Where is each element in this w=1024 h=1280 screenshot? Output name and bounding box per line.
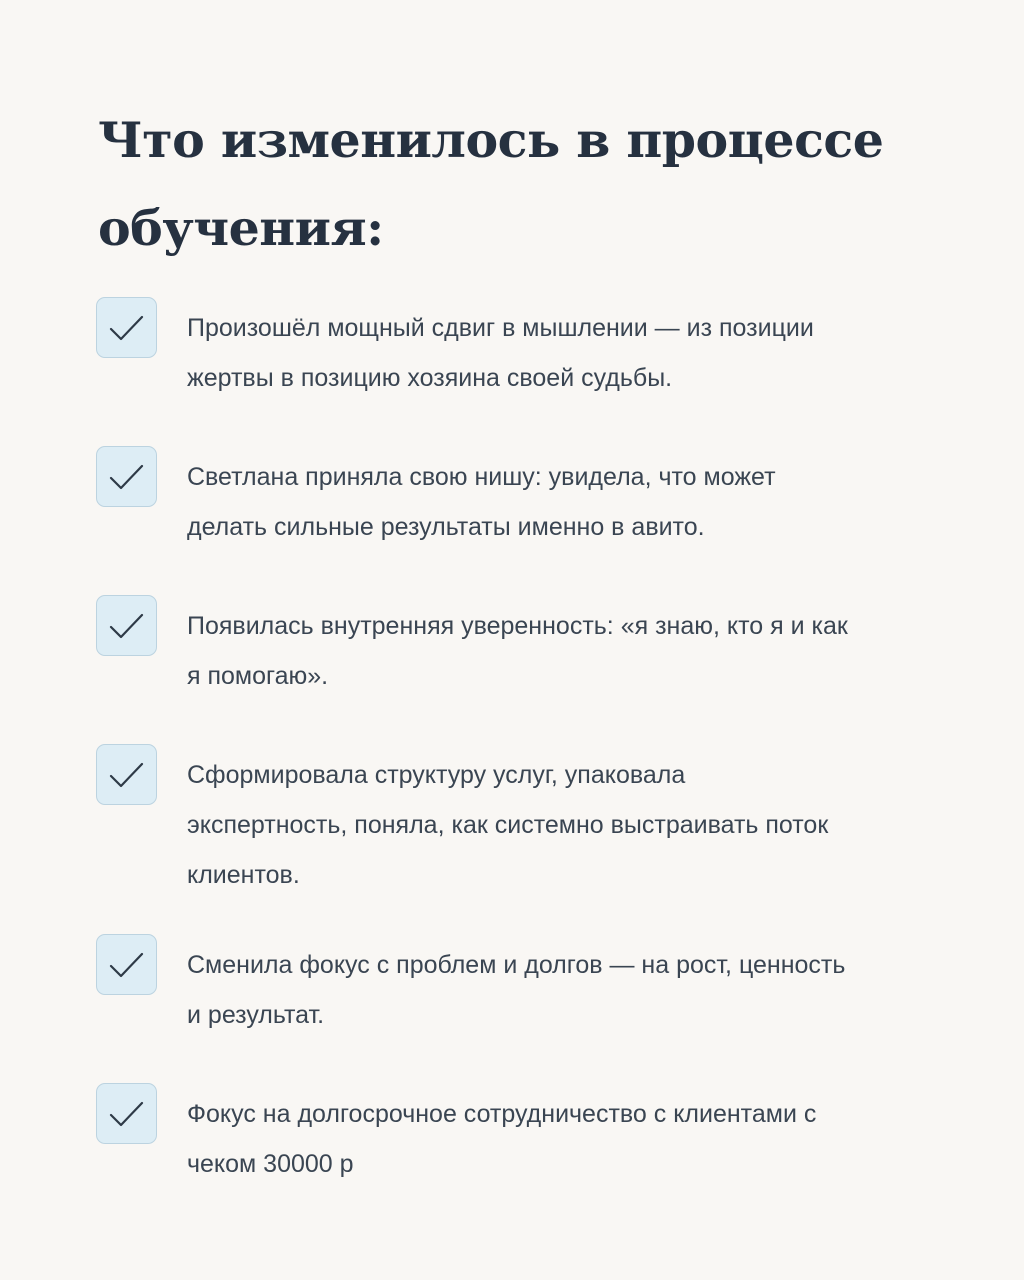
checklist-item-text: Появилась внутренняя уверенность: «я знаю, кто я и как я помогаю». — [187, 612, 848, 690]
checklist-item-text: Светлана приняла свою нишу: увидела, что может делать сильные результаты именно в авито. — [187, 463, 776, 541]
check-icon — [109, 949, 145, 981]
checklist-item-text: Произошёл мощный сдвиг в мышлении — из позиции жертвы в позицию хозяина своей судьбы. — [187, 314, 814, 392]
checklist-item-text: Сформировала структуру услуг, упаковала экспертность, поняла, как системно выстраивать поток клиентов. — [187, 761, 829, 889]
page-title: Что изменилось в процессе обучения: — [98, 111, 884, 257]
check-icon — [109, 461, 145, 493]
check-icon — [109, 759, 145, 791]
checkbox[interactable] — [96, 1083, 157, 1144]
check-icon — [109, 610, 145, 642]
checklist-item-text: Фокус на долгосрочное сотрудничество с клиентами с чеком 30000 р — [187, 1100, 817, 1178]
checkbox[interactable] — [96, 297, 157, 358]
checkbox[interactable] — [96, 446, 157, 507]
checklist-item-text: Сменила фокус с проблем и долгов — на рост, ценность и результат. — [187, 951, 846, 1029]
checkbox[interactable] — [96, 595, 157, 656]
check-icon — [109, 312, 145, 344]
check-icon — [109, 1098, 145, 1130]
checkbox[interactable] — [96, 934, 157, 995]
checkbox[interactable] — [96, 744, 157, 805]
